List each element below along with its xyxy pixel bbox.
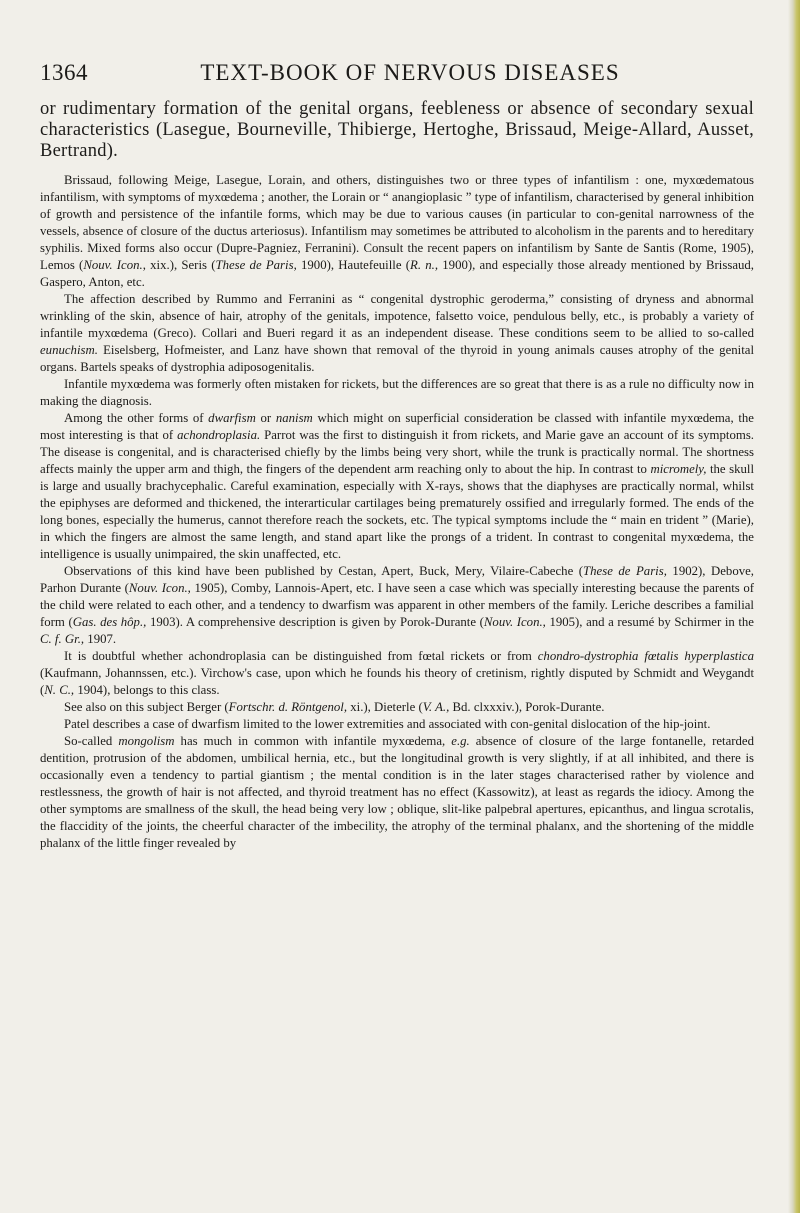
text-run: , xix.), Seris ( bbox=[142, 258, 216, 272]
italic-text-run: R. n., bbox=[410, 258, 439, 272]
body-paragraph bbox=[40, 291, 754, 376]
text-run: which might on superficial consideration be classed with infantile myxœdema, the most interesting is that of bbox=[40, 411, 754, 442]
page-body bbox=[40, 99, 754, 852]
italic-text-run: N. C., bbox=[44, 683, 75, 697]
text-run: The affection described by Rummo and Ferranini as “ congenital dystrophic geroderma,” consisting of dryness and abnormal wrinkling of the skin, absence of hair, atrophy of the genitals, impotence, falsetto voice, pendulous belly, etc., is probably a variety of infantile myxœdema (Greco). Collari and Bueri regard it as an independent disease. These conditions seem to be allied to so-called bbox=[40, 292, 754, 340]
text-run: 1905), and a resumé by Schirmer in the bbox=[545, 615, 754, 629]
text-run: 1902), Debove, Parhon Durante ( bbox=[40, 564, 754, 595]
lead-paragraph: or rudimentary formation of the genital organs, feebleness or absence of secondary sexual characteristics (Lasegue, Bourneville, Thibierge, Hertoghe, Brissaud, Meige-Allard, Ausset, Bertrand). bbox=[40, 99, 754, 161]
italic-text-run: achondroplasia. bbox=[177, 428, 261, 442]
page-header bbox=[40, 60, 760, 90]
italic-text-run: These de Paris, bbox=[583, 564, 667, 578]
text-run: 1904), belongs to this class. bbox=[74, 683, 220, 697]
italic-text-run: nanism bbox=[275, 411, 313, 425]
text-run: has much in common with infantile myxœdema, bbox=[174, 734, 452, 748]
page-number: 1364 bbox=[40, 60, 88, 85]
italic-text-run: Gas. des hôp., bbox=[72, 615, 147, 629]
italic-text-run: Fortschr. d. Röntgenol, bbox=[228, 700, 348, 714]
text-run: 1903). A comprehensive description is given by Porok-Durante ( bbox=[146, 615, 484, 629]
italic-text-run: Nouv. Icon., bbox=[128, 581, 191, 595]
italic-text-run: chondro-dystrophia fœtalis hyperplastica bbox=[537, 649, 754, 663]
italic-text-run: These de Paris, bbox=[215, 258, 297, 272]
text-run: xi.), Dieterle ( bbox=[347, 700, 423, 714]
text-run: It is doubtful whether achondroplasia can be distinguished from fœtal rickets or from bbox=[64, 649, 538, 663]
text-run: 1900), and especially those already mentioned by Brissaud, Gaspero, Anton, etc. bbox=[40, 258, 754, 289]
small-print-section bbox=[40, 172, 754, 852]
body-paragraph bbox=[40, 699, 754, 716]
text-run: Observations of this kind have been published by Cestan, Apert, Buck, Mery, Vilaire-Cabeche ( bbox=[64, 564, 584, 578]
text-run: Bd. clxxxiv.), Porok-Durante. bbox=[449, 700, 605, 714]
text-run: Patel describes a case of dwarfism limited to the lower extremities and associated with con-genital dislocation of the hip-joint. bbox=[64, 717, 711, 731]
text-run: 1905), Comby, Lannois-Apert, etc. I have seen a case which was specially interesting because the parents of the child were related to each other, and a tendency to dwarfism was apparent in other members of the family. Leriche describes a familial form ( bbox=[40, 581, 754, 629]
italic-text-run: eunuchism. bbox=[40, 343, 98, 357]
running-title: TEXT-BOOK OF NERVOUS DISEASES bbox=[200, 60, 620, 85]
text-run: Infantile myxœdema was formerly often mistaken for rickets, but the differences are so great that there is as a rule no difficulty now in making the diagnosis. bbox=[40, 377, 754, 408]
italic-text-run: C. f. Gr., bbox=[40, 632, 85, 646]
body-paragraph bbox=[40, 410, 754, 563]
italic-text-run: V. A., bbox=[422, 700, 450, 714]
text-run: Eiselsberg, Hofmeister, and Lanz have shown that removal of the thyroid in young animals causes atrophy of the genital organs. Bartels speaks of dystrophia adiposogenitalis. bbox=[40, 343, 754, 374]
text-run: Parrot was the first to distinguish it from rickets, and Marie gave an account of its symptoms. The disease is congenital, and is characterised chiefly by the limbs being very short, while the trunk is practically normal. The shortness affects mainly the upper arm and thigh, the fingers of the dependent arm reaching only to about the hip. In contrast to bbox=[40, 428, 754, 476]
italic-text-run: micromely, bbox=[650, 462, 707, 476]
text-run: or bbox=[255, 411, 276, 425]
italic-text-run: e.g. bbox=[451, 734, 470, 748]
body-paragraph bbox=[40, 376, 754, 410]
text-run: 1907. bbox=[84, 632, 117, 646]
body-paragraph bbox=[40, 733, 754, 852]
italic-text-run: Nouv. Icon. bbox=[83, 258, 143, 272]
italic-text-run: dwarfism bbox=[208, 411, 256, 425]
body-paragraph bbox=[40, 172, 754, 291]
text-run: (Kaufmann, Johannssen, etc.). Virchow's case, upon which he founds his theory of cretinism, rightly disputed by Schmidt and Weygandt ( bbox=[40, 666, 754, 697]
text-run: Brissaud, following Meige, Lasegue, Lorain, and others, distinguishes two or three types of infantilism : one, myxœdematous infantilism, with symptoms of myxœdema ; another, the Lorain or “ anangioplasic ” type of infantilism, characterised by general inhibition of growth and persistence of the infantile forms, which may be due to various causes (in particular to con-genital narrowness of the vessels, absence of closure of the ductus arteriosus). Infantilism may sometimes be attributed to alcoholism in the parents and to hereditary syphilis. Mixed forms also occur (Dupre-Pagniez, Ferranini). Consult the recent papers on infantilism by Sante de Santis (Rome, 1905), Lemos ( bbox=[40, 173, 754, 272]
italic-text-run: Nouv. Icon., bbox=[483, 615, 546, 629]
text-run: Among the other forms of bbox=[64, 411, 209, 425]
text-run: See also on this subject Berger ( bbox=[64, 700, 229, 714]
text-run: absence of closure of the large fontanelle, retarded dentition, protrusion of the abdomen, umbilical hernia, etc., but the longitudinal growth is very slightly, if at all inhibited, and there is occasionally even a tendency to partial giantism ; the mental condition is in the later stages characterised rather by violence and restlessness, the growth of hair is not affected, and thyroid treatment has no effect (Kassowitz), at least as regards the idiocy. Among the other symptoms are smallness of the skull, the head being very low ; oblique, slit-like palpebral apertures, epicanthus, and lingua scrotalis, the flaccidity of the joints, the cheerful character of the imbecility, the atrophy of the terminal phalanx, and the shortening of the middle phalanx of the little finger revealed by bbox=[40, 734, 754, 850]
body-paragraph bbox=[40, 716, 754, 733]
page-edge bbox=[788, 0, 800, 1213]
text-run: So-called bbox=[64, 734, 119, 748]
body-paragraph bbox=[40, 648, 754, 699]
text-run: the skull is large and usually brachycephalic. Careful examination, especially with X-rays, shows that the diaphyses are practically normal, whilst the epiphyses are deformed and thickened, the interarticular cartilages being prematurely ossified and irregularly formed. The ends of the long bones, especially the humerus, cannot therefore reach the sockets, etc. The typical symptoms include the “ main en trident ” (Marie), in which the fingers are almost the same length, and stand apart like the prongs of a trident. In contrast to congenital myxœdema, the intelligence is usually unimpaired, the skin unaffected, etc. bbox=[40, 462, 755, 561]
body-paragraph bbox=[40, 563, 754, 648]
italic-text-run: mongolism bbox=[118, 734, 175, 748]
text-run: 1900), Hautefeuille ( bbox=[296, 258, 411, 272]
